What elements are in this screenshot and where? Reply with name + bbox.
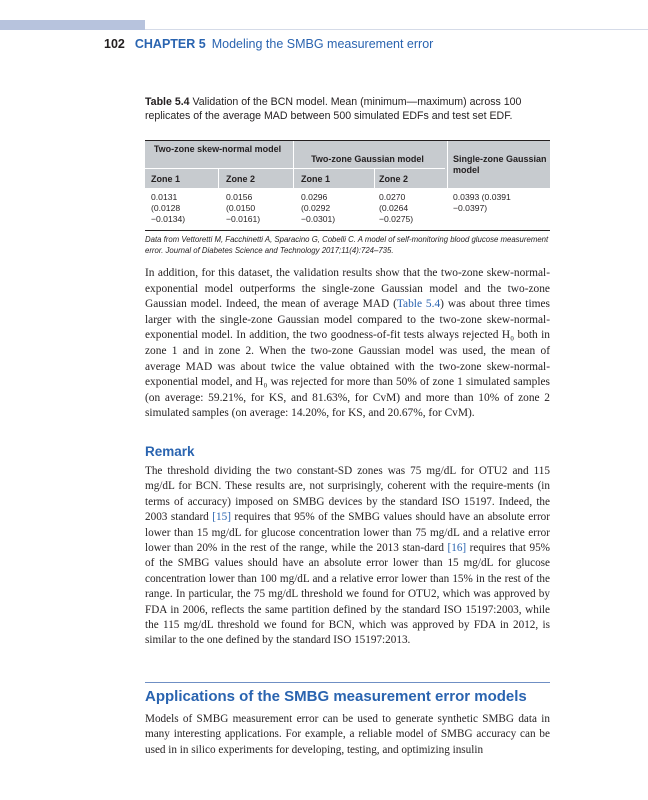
- group-header-gaussian: Two-zone Gaussian model: [311, 154, 424, 164]
- table-link[interactable]: Table 5.4: [396, 298, 441, 311]
- remark-text-1: The threshold dividing the two constant-SD zones was 75 mg/dL for OTU2 and 115 mg/dL for BCN. These results are, not surprisingly, coherent with the require-ments (in terms of accuracy) imposed on SMBG devices by the standard ISO 15197. Indeed, the 2003 standard: [145, 465, 550, 524]
- remark-paragraph: [145, 464, 550, 649]
- table-row: [145, 188, 550, 230]
- cell-zone1-skew: 0.0131 (0.0128 −0.0134): [151, 192, 186, 224]
- table-header: [145, 141, 550, 188]
- running-header: [104, 37, 433, 51]
- cell-zone2-gauss: 0.0270 (0.0264 −0.0275): [379, 192, 414, 224]
- table-label: Table 5.4: [145, 96, 190, 108]
- reference-link-15[interactable]: [15]: [212, 511, 231, 524]
- group-header-skew-normal: Two-zone skew-normal model: [153, 144, 282, 154]
- group-header-single-zone: Single-zone Gaussian model: [453, 154, 547, 175]
- header-rule: [145, 29, 648, 30]
- paragraph-text-start: In addition, for this dataset, the validation results show that the two-zone skew-normal-exponential model outperforms the single-zone Gaussian model and the two-zone Gaussian model. Indeed, the mean of average MAD (: [145, 267, 550, 311]
- data-table: [145, 140, 550, 231]
- paragraph-text-end: ) was about three times larger with the single-zone Gaussian model compared to the two-zone skew-normal-exponential model. In addition, the two goodness-of-fit tests always rejected H₀ both in zone 1 and in zone 2. When the two-zone Gaussian model was used, the mean of average MAD was about twice the value obtained with the two-zone skew-normal-exponential model, and H₀ was rejected for more than 50% of zone 1 simulated samples (on average: 59.21%, for KS, and 81.63%, for CvM) and more than 10% of zone 2 simulated samples (on average: 14.20%, for KS, and 20.67%, for CvM).: [145, 298, 550, 420]
- remark-text-2: requires that 95% of the SMBG values should have an absolute error lower than 15 mg/dL for glucose concentration lower than 75 mg/dL and a relative error lower than 20% in the rest of the range, while the 2013 stan-dard: [145, 511, 550, 555]
- chapter-label: CHAPTER 5: [134, 37, 206, 51]
- remark-heading: Remark: [145, 444, 195, 459]
- body-paragraph: [145, 266, 550, 422]
- sub-header-zone2-skew: Zone 2: [226, 174, 256, 184]
- table-source-note: Data from Vettoretti M, Facchinetti A, Sparacino G, Cobelli C. A model of self-monitoring blood glucose measurement error. Journal of Diabetes Science and Technology 2017;11(4):724–735.: [145, 235, 549, 255]
- sub-header-zone2-gauss: Zone 2: [379, 174, 409, 184]
- reference-link-16[interactable]: [16]: [447, 542, 467, 555]
- header-bar: [0, 20, 145, 30]
- cell-zone2-skew: 0.0156 (0.0150 −0.0161): [226, 192, 261, 224]
- page-number: 102: [104, 37, 125, 51]
- chapter-title: Modeling the SMBG measurement error: [211, 37, 434, 51]
- cell-single-zone: 0.0393 (0.0391 −0.0397): [453, 192, 511, 213]
- sub-header-zone1-skew: Zone 1: [151, 174, 181, 184]
- cell-zone1-gauss: 0.0296 (0.0292 −0.0301): [301, 192, 336, 224]
- table-caption: [145, 95, 550, 123]
- section-rule: [145, 682, 550, 683]
- section-paragraph: Models of SMBG measurement error can be used to generate synthetic SMBG data in many interesting applications. For example, a reliable model of SMBG accuracy can be used in in silico experiments for developing, testing, and optimizing insulin: [145, 713, 550, 756]
- table-caption-text: Validation of the BCN model. Mean (minimum—maximum) across 100 replicates of the average MAD between 500 simulated EDFs and test set EDF.: [145, 96, 522, 122]
- sub-header-zone1-gauss: Zone 1: [301, 174, 331, 184]
- section-heading: Applications of the SMBG measurement error models: [145, 688, 527, 705]
- remark-text-3: requires that 95% of the SMBG values should have an absolute error lower than 15 mg/dL for glucose concentration lower than 100 mg/dL and a relative error lower than 15% in the rest of the range. In particular, the 75 mg/dL threshold we found for OTU2, which was approved by FDA in 2006, reflects the same partition defined by the standard ISO 15197:2003, while the 115 mg/dL threshold we found for BCN, which was approved by FDA in 2012, is similar to the one defined by the standard ISO 15197:2013.: [145, 542, 550, 647]
